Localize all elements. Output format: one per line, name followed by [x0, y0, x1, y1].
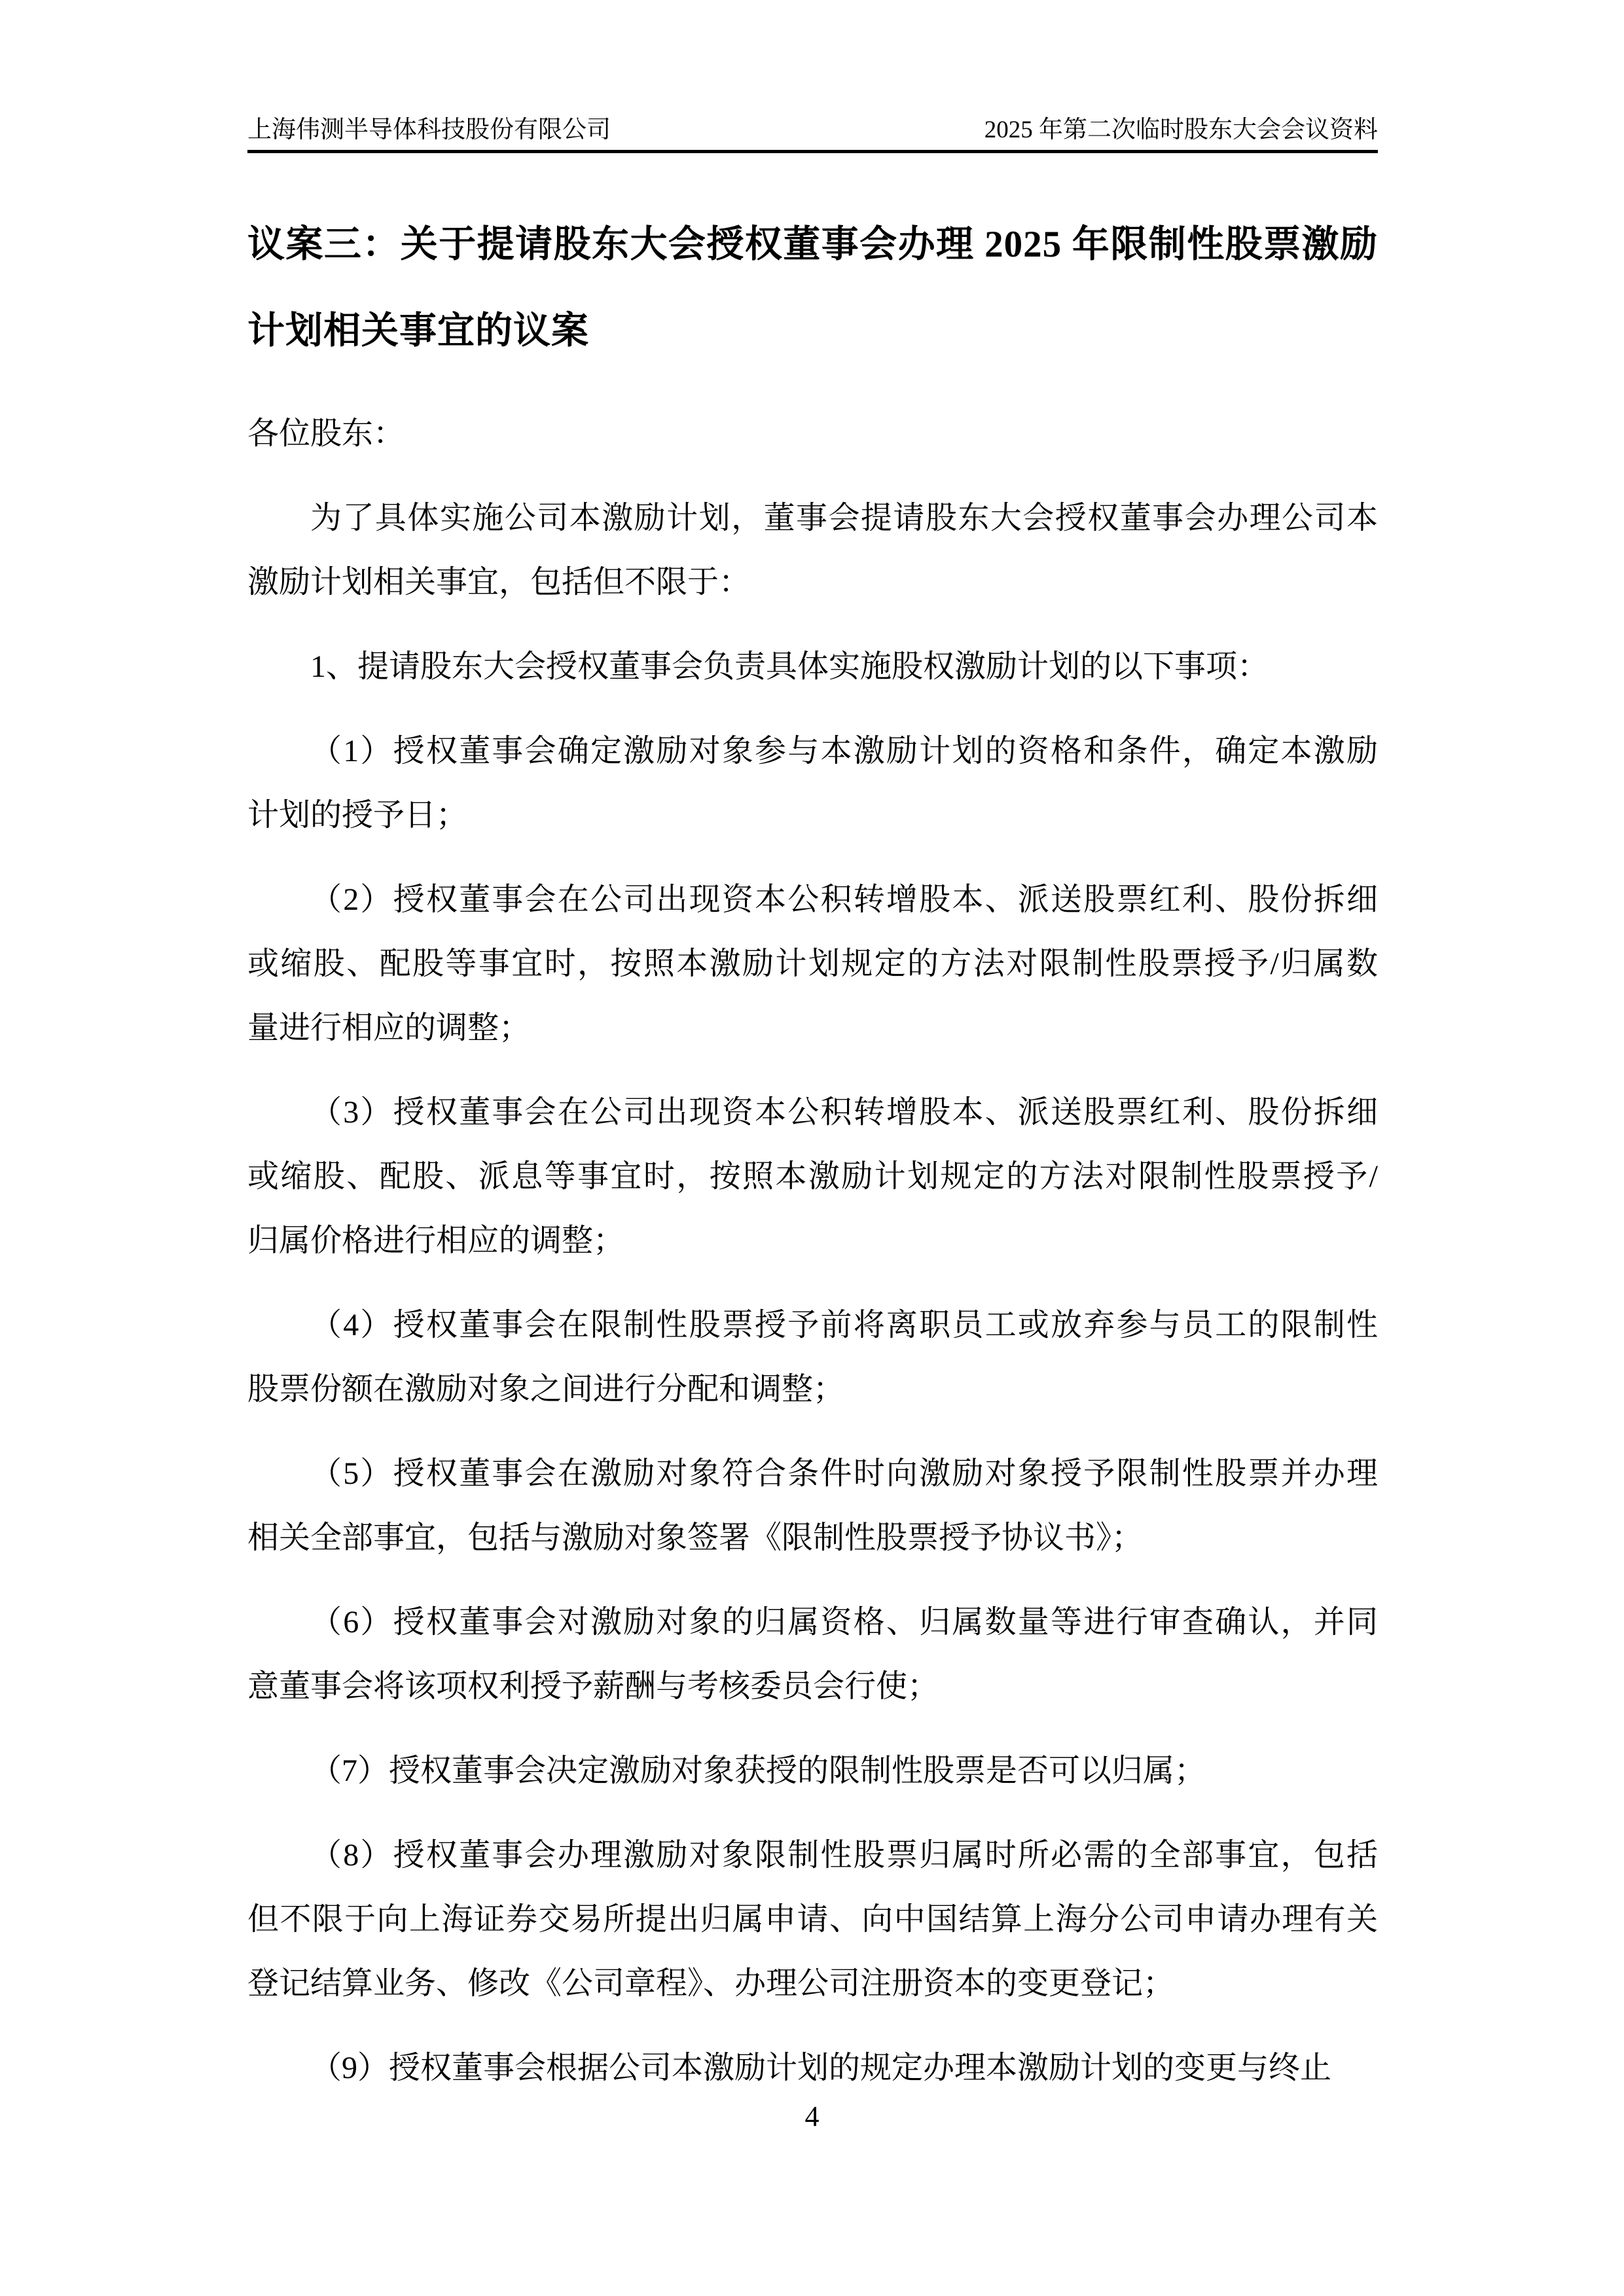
proposal-title: [247, 202, 1378, 374]
paragraph-line: 激励计划相关事宜，包括但不限于：: [247, 565, 751, 600]
header-meeting-title: 2025 年第二次临时股东大会会议资料: [984, 117, 1378, 143]
paragraph-line: 计划的授予日；: [247, 798, 468, 833]
paragraph-line: （2）授权董事会在公司出现资本公积转增股本、派送股票红利、股份拆细: [310, 882, 1378, 917]
paragraph: [247, 1739, 1378, 1803]
paragraph-line: 各位股东：: [247, 416, 405, 451]
paragraph-line: （9）授权董事会根据公司本激励计划的规定办理本激励计划的变更与终止: [310, 2051, 1332, 2085]
paragraph-line: （1）授权董事会确定激励对象参与本激励计划的资格和条件，确定本激励: [310, 734, 1378, 768]
paragraph: [247, 1442, 1378, 1570]
paragraph-line: （6）授权董事会对激励对象的归属资格、归属数量等进行审查确认，并同: [310, 1605, 1378, 1640]
paragraph: [247, 2036, 1378, 2100]
paragraph-line: 为了具体实施公司本激励计划，董事会提请股东大会授权董事会办理公司本: [310, 501, 1378, 535]
paragraph-line: 意董事会将该项权利授予薪酬与考核委员会行使；: [247, 1669, 939, 1704]
paragraph-line: （4）授权董事会在限制性股票授予前将离职员工或放弃参与员工的限制性: [310, 1308, 1378, 1342]
paragraph: [247, 1823, 1378, 2016]
paragraph-line: 股票份额在激励对象之间进行分配和调整；: [247, 1372, 845, 1407]
paragraph-line: 或缩股、配股、派息等事宜时，按照本激励计划规定的方法对限制性股票授予/: [247, 1159, 1378, 1194]
paragraph-line: 相关全部事宜，包括与激励对象签署《限制性股票授予协议书》；: [247, 1520, 1144, 1555]
page-header: [247, 118, 1378, 153]
paragraph-line: 归属价格进行相应的调整；: [247, 1223, 625, 1258]
proposal-title-line: 计划相关事宜的议案: [247, 310, 589, 351]
paragraph: [247, 635, 1378, 699]
paragraph-line: 但不限于向上海证券交易所提出归属申请、向中国结算上海分公司申请办理有关: [247, 1902, 1378, 1937]
paragraph: [247, 1081, 1378, 1273]
paragraph: [247, 402, 1378, 466]
document-body: [247, 402, 1378, 2100]
header-company-name: 上海伟测半导体科技股份有限公司: [247, 117, 611, 143]
paragraph-line: （5）授权董事会在激励对象符合条件时向激励对象授予限制性股票并办理: [310, 1456, 1378, 1491]
paragraph: [247, 868, 1378, 1060]
paragraph-line: （3）授权董事会在公司出现资本公积转增股本、派送股票红利、股份拆细: [310, 1095, 1378, 1130]
page-number: 4: [804, 2100, 820, 2132]
paragraph-line: （7）授权董事会决定激励对象获授的限制性股票是否可以归属；: [310, 1753, 1206, 1788]
paragraph: [247, 1293, 1378, 1422]
proposal-title-line: 议案三：关于提请股东大会授权董事会办理 2025 年限制性股票激励: [247, 224, 1378, 265]
paragraph-line: 登记结算业务、修改《公司章程》、办理公司注册资本的变更登记；: [247, 1966, 1175, 2001]
paragraph: [247, 486, 1378, 615]
paragraph: [247, 1590, 1378, 1719]
paragraph-line: （8）授权董事会办理激励对象限制性股票归属时所必需的全部事宜，包括: [310, 1838, 1378, 1873]
paragraph: [247, 719, 1378, 848]
paragraph-line: 量进行相应的调整；: [247, 1011, 531, 1045]
paragraph-line: 1、提请股东大会授权董事会负责具体实施股权激励计划的以下事项：: [310, 649, 1269, 684]
paragraph-line: 或缩股、配股等事宜时，按照本激励计划规定的方法对限制性股票授予/归属数: [247, 946, 1378, 981]
